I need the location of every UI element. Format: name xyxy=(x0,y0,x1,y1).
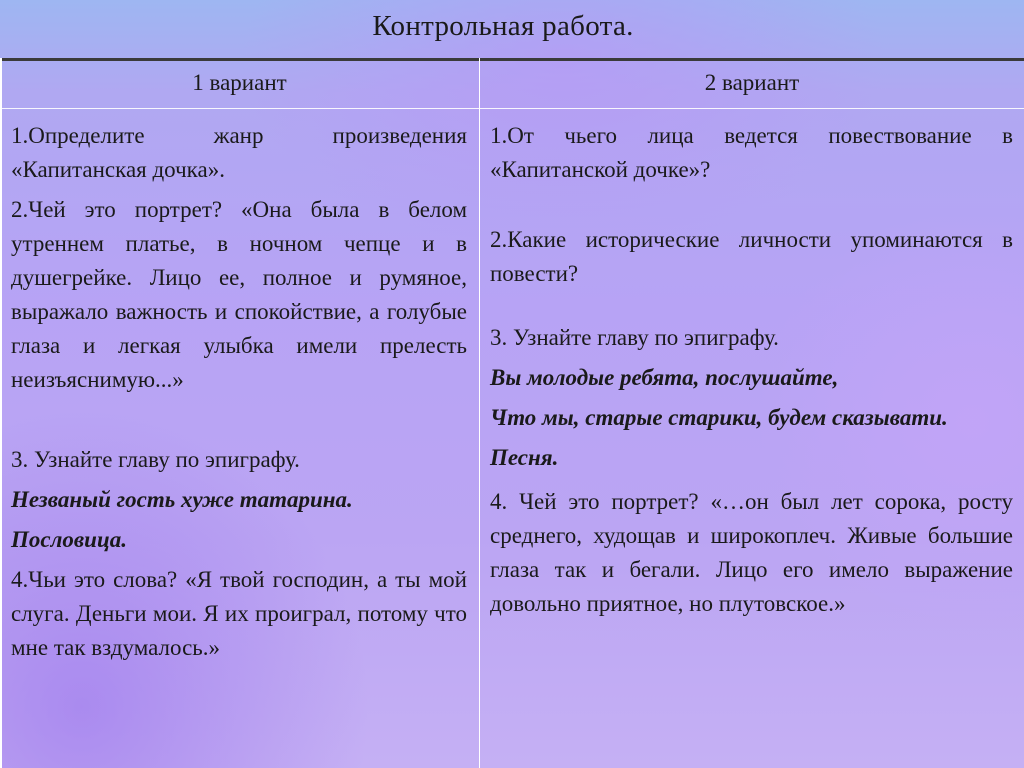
table-left-border xyxy=(0,58,2,768)
v2-epigraph-source: Песня. xyxy=(490,445,559,470)
v1-epigraph-source: Пословица. xyxy=(11,527,128,552)
header-divider xyxy=(0,108,1024,109)
v2-question-1: 1.От чьего лица ведется повествование в «Капитанской дочке»? xyxy=(490,123,1013,182)
test-table xyxy=(0,58,1024,768)
header-variant-2: 2 вариант xyxy=(704,70,800,95)
v1-question-3: 3. Узнайте главу по эпиграфу. xyxy=(11,447,300,472)
v1-question-4: 4.Чьи это слова? «Я твой господин, а ты мой слуга. Деньги мои. Я их проиграл, потому что мне так вздумалось.» xyxy=(11,567,467,660)
v1-question-1: 1.Определите жанр произведения «Капитанская дочка». xyxy=(11,123,467,182)
v1-question-2: 2.Чей это портрет? «Она была в белом утреннем платье, в ночном чепце и в душегрейке. Лицо ее, полное и румяное, выражало важность и спокойствие, а голубые глаза и легкая улыбка имели прелесть неизъяснимую...» xyxy=(11,197,467,392)
column-divider xyxy=(479,58,480,768)
v2-question-4: 4. Чей это портрет? «…он был лет сорока, росту среднего, худощав и широкоплеч. Живые большие глаза так и бегали. Лицо его имело выражение довольно приятное, но плутовское.» xyxy=(490,489,1013,616)
variant-1-column xyxy=(11,119,467,665)
variant-2-column xyxy=(490,119,1013,621)
v2-question-2: 2.Какие исторические личности упоминаются в повести? xyxy=(490,227,1013,286)
table-top-border xyxy=(0,58,1024,61)
v2-question-3: 3. Узнайте главу по эпиграфу. xyxy=(490,325,779,350)
page-title: Контрольная работа. xyxy=(372,10,634,42)
v2-epigraph-line-2: Что мы, старые старики, будем сказывати. xyxy=(490,405,948,430)
v2-epigraph-line-1: Вы молодые ребята, послушайте, xyxy=(490,365,839,390)
v1-epigraph: Незваный гость хуже татарина. xyxy=(11,487,353,512)
header-variant-1: 1 вариант xyxy=(192,70,287,95)
